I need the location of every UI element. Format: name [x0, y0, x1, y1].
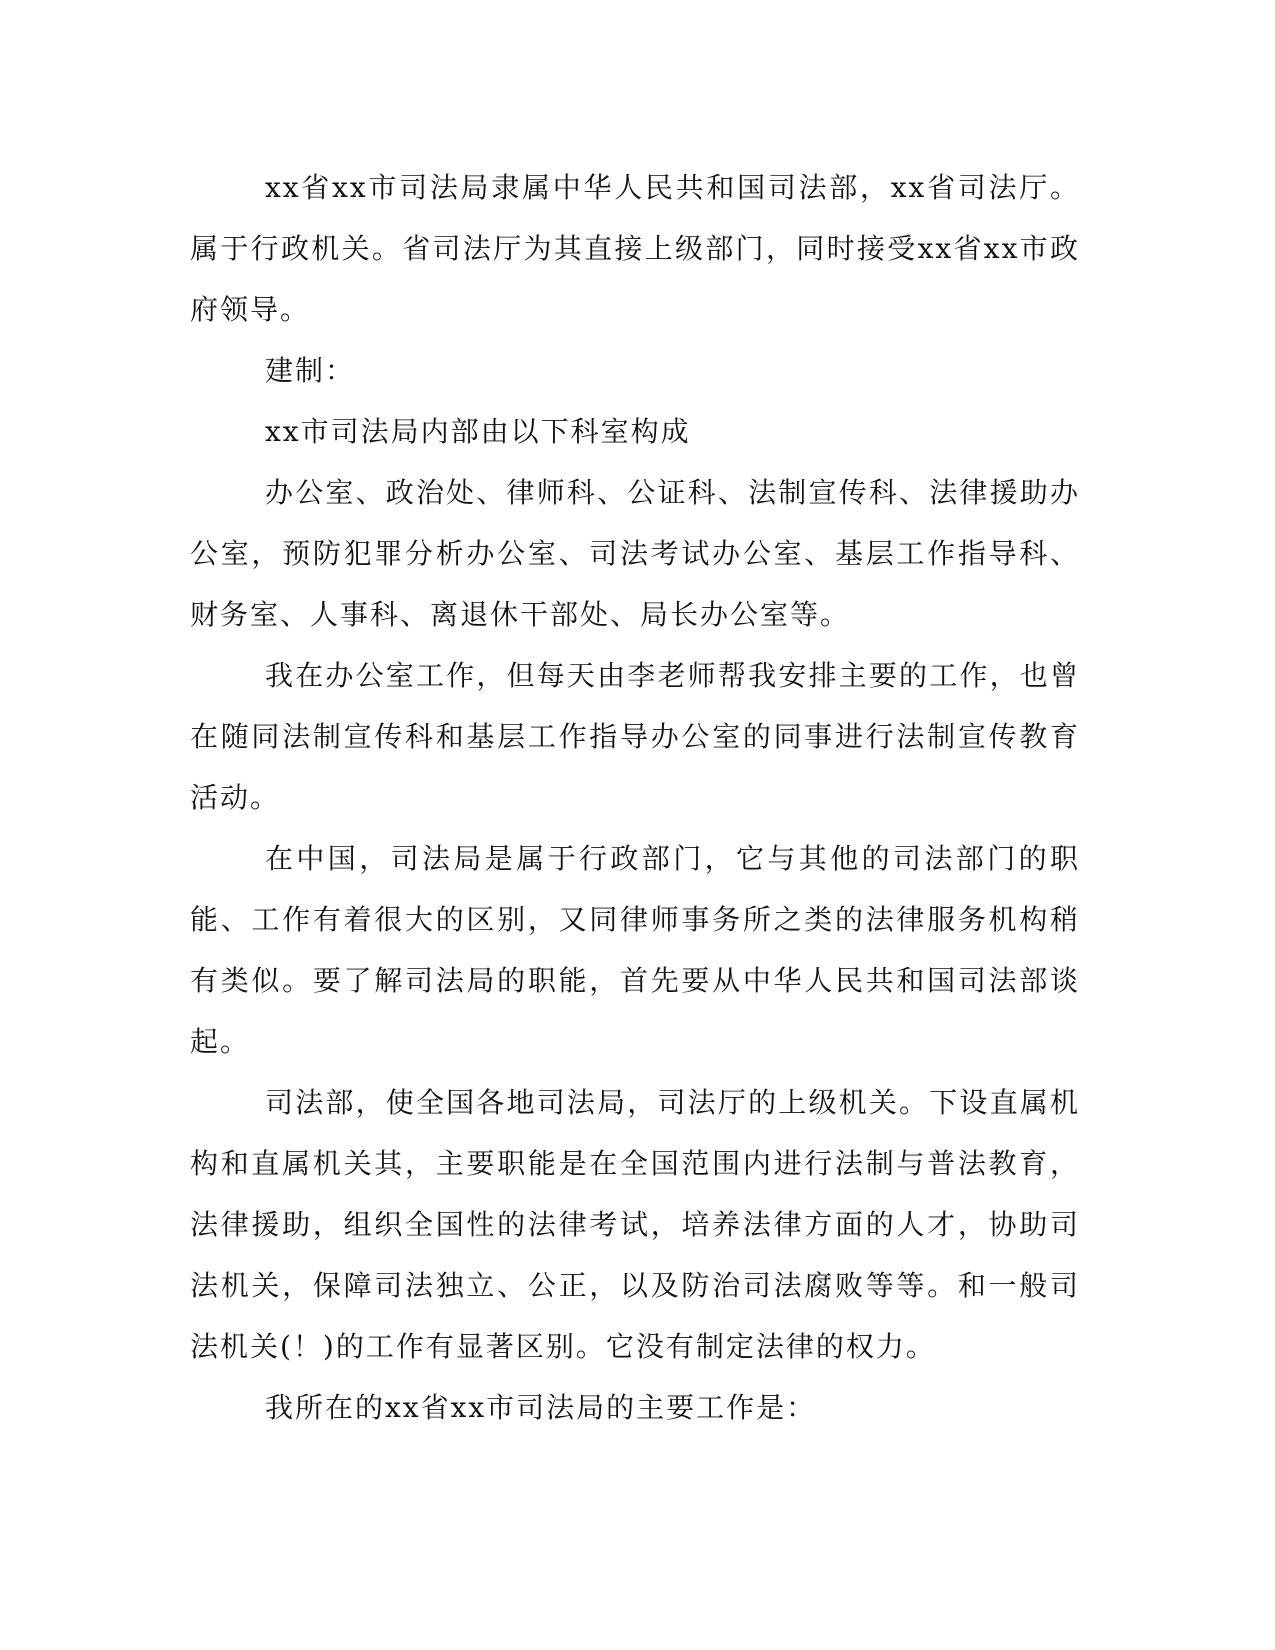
- paragraph-affiliation: xx省xx市司法局隶属中华人民共和国司法部，xx省司法厅。属于行政机关。省司法厅为其直接上级部门，同时接受xx省xx市政府领导。: [190, 171, 1080, 326]
- paragraph-ministry-functions: 司法部，使全国各地司法局，司法厅的上级机关。下设直属机构和直属机关其，主要职能是在全国范围内进行法制与普法教育，法律援助，组织全国性的法律考试，培养法律方面的人才，协助司法机关，保障司法独立、公正，以及防治司法腐败等等。和一般司法机关(！)的工作有显著区别。它没有制定法律的权力。: [190, 1086, 1080, 1363]
- paragraph-structure-heading: 建制：: [265, 354, 356, 387]
- paragraph-departments-list: 办公室、政治处、律师科、公证科、法制宣传科、法律援助办公室，预防犯罪分析办公室、司法考试办公室、基层工作指导科、财务室、人事科、离退休干部处、局长办公室等。: [190, 476, 1080, 631]
- paragraph-my-work: 我在办公室工作，但每天由李老师帮我安排主要的工作，也曾在随同法制宣传科和基层工作指导办公室的同事进行法制宣传教育活动。: [190, 659, 1080, 814]
- paragraph-main-work-intro: 我所在的xx省xx市司法局的主要工作是：: [265, 1391, 817, 1424]
- paragraph-bureau-role: 在中国，司法局是属于行政部门，它与其他的司法部门的职能、工作有着很大的区别，又同律师事务所之类的法律服务机构稍有类似。要了解司法局的职能，首先要从中华人民共和国司法部谈起。: [190, 842, 1080, 1058]
- paragraph-departments-intro: xx市司法局内部由以下科室构成: [265, 415, 691, 448]
- document-body: [190, 157, 1080, 1438]
